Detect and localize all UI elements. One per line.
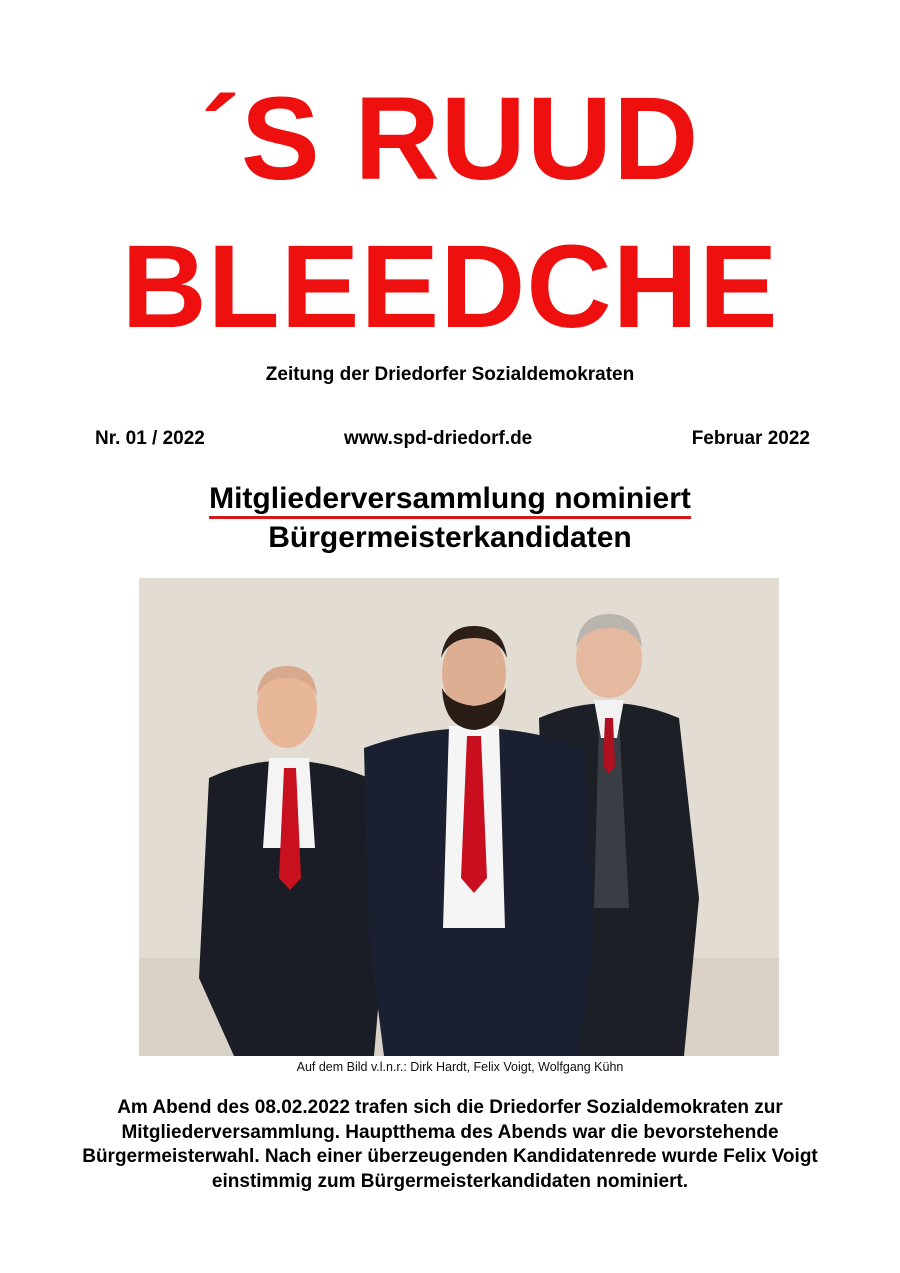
group-photo-illustration: [139, 578, 779, 1056]
website-link[interactable]: www.spd-driedorf.de: [344, 428, 533, 449]
masthead-title-line-1: ´S RUUD: [200, 73, 700, 205]
photo-caption: Auf dem Bild v.l.n.r.: Dirk Hardt, Felix Voigt, Wolfgang Kühn: [296, 1060, 624, 1074]
masthead-title-line-2: BLEEDCHE: [121, 221, 779, 353]
headline-line-1: Mitgliederversammlung nominiert: [209, 482, 691, 519]
headline-line-2: Bürgermeisterkandidaten: [268, 521, 632, 554]
issue-date: Februar 2022: [691, 428, 810, 449]
issue-info-row: [95, 428, 810, 454]
newspaper-subtitle: Zeitung der Driedorfer Sozialdemokraten: [265, 364, 635, 385]
article-body: Am Abend des 08.02.2022 trafen sich die Driedorfer Sozialdemokraten zur Mitgliederversammlung. Hauptthema des Abends war die bevorstehende Bürgermeisterwahl. Nach einer überzeugenden Kandidatenrede wurde Felix Voigt einstimmig zum Bürgermeisterkandidaten nominiert.: [82, 1097, 818, 1192]
group-photo: [139, 578, 779, 1056]
issue-number: Nr. 01 / 2022: [95, 428, 205, 449]
article-headline: [0, 480, 900, 557]
